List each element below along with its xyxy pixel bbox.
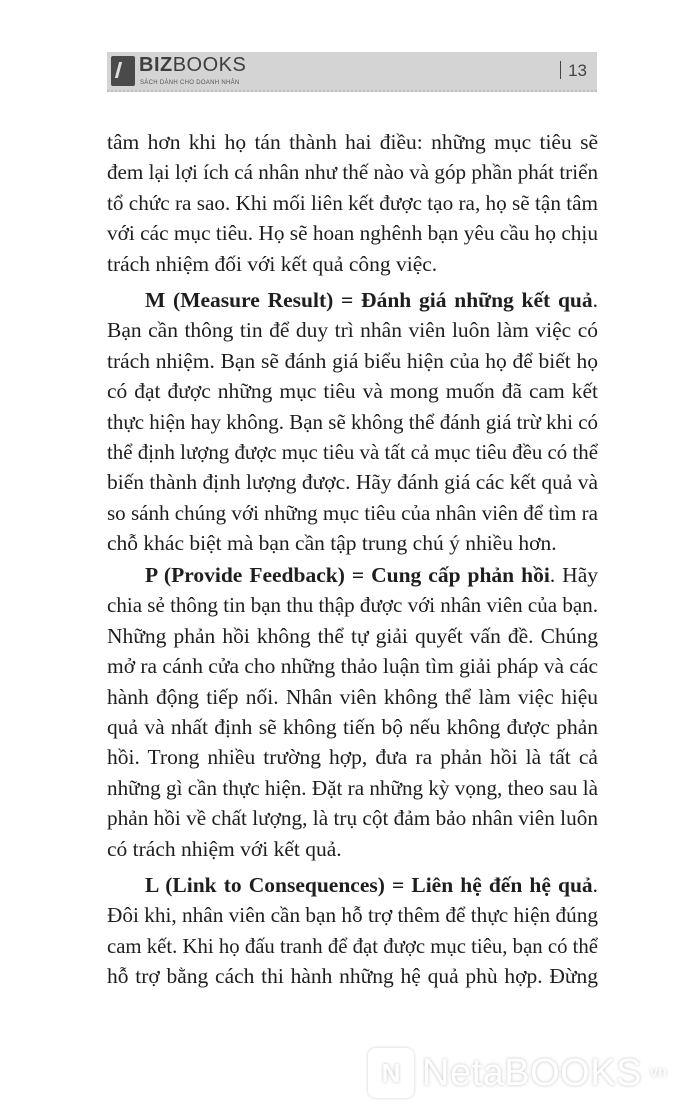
text-line: với các mục tiêu. Họ sẽ hoan nghênh bạn yêu cầu họ chịu	[107, 221, 599, 246]
text-line: phản hồi về chất lượng, là trụ cột đảm bảo nhân viên luôn	[107, 806, 598, 831]
text-line: mở ra cánh cửa cho những thảo luận tìm giải pháp và các	[107, 654, 599, 679]
text-line: những gì cần thực hiện. Đặt ra những kỳ vọng, theo sau là	[107, 775, 599, 800]
section-heading: M (Measure Result) = Đánh giá những kết quả	[145, 288, 593, 312]
heading-rest: .	[592, 288, 599, 312]
text-line: thực hiện hay không. Bạn sẽ không thể đánh giá trừ khi có	[107, 409, 599, 434]
logo-light: BOOKS	[172, 54, 247, 76]
watermark-brand: NetaBOOKS	[422, 1051, 642, 1094]
page-number: 13	[560, 61, 587, 81]
text-line: so sánh chúng với những mục tiêu của nhân viên để tìm ra	[107, 500, 598, 525]
watermark-suffix: vn	[649, 1064, 667, 1081]
netabooks-logo-icon: N	[368, 1048, 414, 1098]
heading-rest: .	[592, 873, 599, 897]
section-heading: P (Provide Feedback) = Cung cấp phản hồi	[145, 563, 550, 587]
paragraph-measure-result	[107, 285, 598, 559]
text-line: quả và nhất định sẽ không tiến bộ nếu không được phản	[107, 714, 599, 739]
text-line: chỗ khác biệt mà bạn cần tập trung chú ý nhiều hơn.	[107, 531, 557, 556]
paragraph-intro	[107, 127, 598, 279]
paragraph-link-consequences	[107, 870, 598, 992]
section-heading-line	[107, 560, 598, 590]
text-line: có trách nhiệm với kết quả.	[107, 836, 342, 861]
text-line: Đôi khi, nhân viên cần bạn hỗ trợ thêm để thực hiện đúng	[107, 903, 599, 928]
text-line: trách nhiệm đối với kết quả công việc.	[107, 251, 438, 276]
text-line: hồi. Trong nhiều trường hợp, đưa ra phản hồi là tất cả	[107, 745, 598, 770]
text-line: hành động tiếp nối. Nhân viên không thể làm việc hiệu	[107, 684, 598, 709]
logo-tagline: SÁCH DÀNH CHO DOANH NHÂN	[140, 80, 240, 86]
text-line: chia sẻ thông tin bạn thu thập được với nhân viên của bạn.	[107, 593, 598, 618]
text-line: biến thành định lượng được. Hãy đánh giá các kết quả và	[107, 470, 598, 495]
logo-bold: BIZ	[139, 54, 173, 76]
text-line: tâm hơn khi họ tán thành hai điều: những mục tiêu sẽ	[107, 130, 598, 154]
text-line: cam kết. Khi họ đấu tranh để đạt được mục tiêu, bạn có thể	[107, 933, 599, 958]
text-line: Những phản hồi không thể tự giải quyết vấn đề. Chúng	[107, 623, 598, 648]
text-line: hỗ trợ bằng cách thi hành những hệ quả phù hợp. Đừng	[107, 964, 599, 989]
section-heading-line	[107, 285, 598, 315]
page-header	[107, 52, 597, 92]
text-line: tổ chức ra sao. Khi mối liên kết được tạo ra, họ sẽ tận tâm	[107, 190, 599, 215]
text-line: đem lại lợi ích cá nhân như thế nào và góp phần phát triển	[107, 160, 599, 185]
section-heading: L (Link to Consequences) = Liên hệ đến hệ quả	[145, 873, 593, 897]
netabooks-watermark	[368, 1048, 667, 1098]
text-line: trách nhiệm. Bạn sẽ đánh giá biểu hiện của họ để biết họ	[107, 348, 599, 373]
publisher-logo	[139, 54, 246, 76]
text-line: có đạt được những mục tiêu và mong muốn đã cam kết	[107, 379, 599, 404]
paragraph-provide-feedback	[107, 560, 598, 864]
section-heading-line	[107, 870, 598, 900]
heading-rest: . Hãy	[549, 563, 598, 587]
text-line: Bạn cần thông tin để duy trì nhân viên luôn làm việc có	[107, 318, 598, 343]
text-line: thể định lượng được mục tiêu và tất cả mục tiêu đều có thể	[107, 439, 599, 464]
bizbooks-logo-icon	[111, 56, 135, 86]
